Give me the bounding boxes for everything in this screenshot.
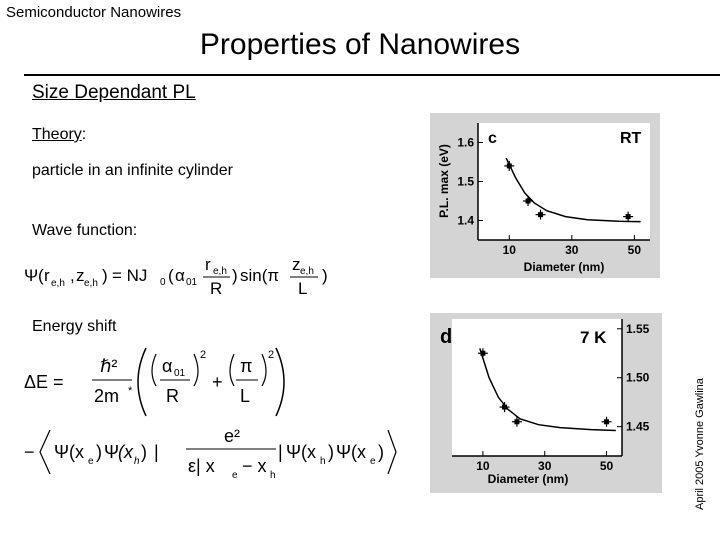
- chart-c-data-point-3: [626, 214, 631, 219]
- eq-alpha: α: [175, 266, 185, 285]
- chart-d-data-point-0: [480, 351, 485, 356]
- eq-sub-e-1: e: [88, 456, 94, 467]
- eq-big-l: L: [298, 279, 308, 298]
- eq-big-r: R: [210, 279, 223, 298]
- chart-d-xtick-label: 30: [538, 459, 552, 473]
- eq-sin: sin(π: [240, 266, 280, 285]
- title-divider: [24, 74, 720, 76]
- eq-plus: +: [212, 372, 223, 392]
- eq-big-r-2: R: [166, 386, 179, 406]
- eq-close: ): [102, 266, 108, 285]
- eq-z-num-sub: e,h: [300, 266, 314, 277]
- eq-pi: π: [240, 356, 253, 376]
- eq-open-2: (: [168, 266, 174, 285]
- eq-j-sub: 0: [160, 277, 166, 288]
- chart-d-panel-label: d: [440, 326, 453, 348]
- eq-e-sq: e²: [224, 426, 241, 446]
- side-note: April 2005 Yvonne Gawlina: [694, 378, 706, 510]
- eq-close-6: ): [328, 442, 334, 462]
- eq-sq-1: 2: [200, 349, 207, 361]
- eq-sub-h-3: h: [320, 456, 326, 467]
- chart-c-xtick-label: 30: [565, 243, 579, 257]
- eq-close-3: ): [322, 266, 328, 285]
- chart-c-ytick-label: 1.5: [457, 174, 474, 189]
- eq-delta-e: ΔE =: [24, 372, 64, 392]
- chart-d-ytick-label: 1.45: [626, 419, 650, 434]
- header-title: Semiconductor Nanowires: [6, 4, 182, 21]
- chart-d-data-point-1: [502, 405, 507, 410]
- chart-c-xtick-label: 10: [502, 243, 516, 257]
- energy-shift-label: Energy shift: [32, 318, 117, 335]
- eq-r: r: [44, 266, 50, 285]
- eq-eps: ε| x: [188, 456, 215, 476]
- eq-r-num-sub: e,h: [213, 266, 227, 277]
- eq-equals-nj: = NJ: [112, 266, 148, 285]
- chart-c-data-point-2: [538, 212, 543, 217]
- chart-d-condition: 7 K: [580, 328, 607, 347]
- chart-pl-max-7k: [430, 313, 662, 493]
- eq-star: *: [128, 385, 133, 397]
- eq-close-7: ): [378, 442, 384, 462]
- chart-c-xtick-label: 50: [627, 243, 642, 257]
- chart-d-xtick-label: 50: [599, 459, 614, 473]
- chart-d-data-point-2: [514, 419, 519, 424]
- eq-big-l-2: L: [240, 386, 251, 406]
- chart-c-panel-label: c: [488, 130, 497, 147]
- eq-alpha-sub-2: 01: [174, 368, 186, 379]
- chart-d-xlabel: Diameter (nm): [487, 472, 569, 486]
- eq-close-2: ): [232, 266, 238, 285]
- eq-alpha-sub: 01: [186, 277, 198, 288]
- chart-c-ytick-label: 1.6: [457, 135, 474, 150]
- eq-r-num: r: [205, 255, 211, 274]
- eq-bar-2: |: [278, 442, 283, 462]
- eq-hbar: ℏ²: [100, 356, 118, 376]
- eq-x-h: (: [118, 442, 124, 462]
- eq-sub-h-1: h: [134, 456, 140, 467]
- chart-c-data-point-0: [507, 163, 512, 168]
- eq-r-sub: e,h: [51, 278, 65, 289]
- eq-2m: 2m: [94, 386, 120, 406]
- chart-c-data-point-1: [526, 199, 531, 204]
- eq-close-5: ): [141, 442, 147, 462]
- chart-pl-max-rt: [430, 113, 660, 278]
- eq-sub-e-3: e: [370, 456, 376, 467]
- wave-function-equation: [20, 248, 340, 298]
- theory-label: Theory: [32, 126, 82, 143]
- eq-open: (: [38, 266, 44, 285]
- eq-z-sub: e,h: [84, 278, 98, 289]
- energy-shift-equation: [20, 342, 400, 492]
- eq-psi-2: Ψ: [104, 442, 120, 462]
- eq-z: z: [76, 266, 85, 285]
- eq-close-4: ): [96, 442, 102, 462]
- chart-d-ytick-label: 1.50: [626, 370, 650, 385]
- eq-minus-x: − x: [242, 456, 267, 476]
- eq-psi-xe-2: Ψ(x: [336, 442, 367, 462]
- eq-sub-e-2: e: [232, 470, 238, 481]
- eq-sq-2: 2: [268, 349, 275, 361]
- chart-c-xlabel: Diameter (nm): [523, 260, 605, 274]
- eq-sub-h-2: h: [270, 470, 276, 481]
- chart-c-condition: RT: [620, 130, 642, 147]
- slide-title: Properties of Nanowires: [199, 28, 521, 61]
- chart-c-ylabel: P.L. max (eV): [437, 144, 451, 218]
- chart-d-xtick-label: 10: [476, 459, 490, 473]
- eq-z-num: z: [292, 255, 301, 274]
- chart-d-data-point-3: [604, 419, 609, 424]
- section-subtitle: Size Dependant PL: [32, 82, 196, 103]
- svg-text:,: ,: [70, 266, 75, 285]
- chart-d-ytick-label: 1.55: [626, 321, 650, 336]
- eq-psi-xh: Ψ(x: [286, 442, 317, 462]
- theory-heading: [32, 126, 86, 144]
- eq-minus: −: [24, 442, 35, 462]
- wave-function-label: Wave function:: [32, 222, 138, 239]
- theory-colon: :: [81, 126, 87, 143]
- particle-text: particle in an infinite cylinder: [32, 162, 233, 179]
- chart-c-ytick-label: 1.4: [457, 213, 474, 228]
- eq-bar-1: |: [154, 442, 159, 462]
- eq-psi: Ψ: [24, 266, 39, 285]
- eq-alpha-2: α: [162, 356, 173, 376]
- eq-psi-xe-1: Ψ(x: [54, 442, 85, 462]
- svg-text:x: x: [124, 442, 133, 462]
